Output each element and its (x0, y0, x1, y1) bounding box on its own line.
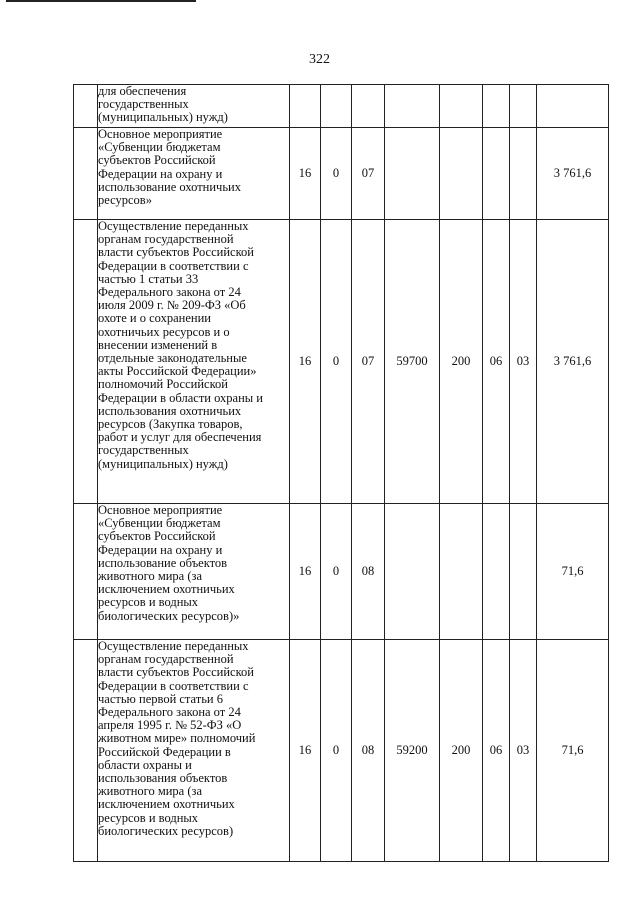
table-cell-code-2: 0 (321, 504, 352, 640)
table-cell-expense-type: 200 (440, 640, 483, 862)
table-row (74, 504, 609, 640)
table-cell-code-3: 07 (352, 220, 385, 504)
budget-table (73, 84, 609, 862)
table-cell-name: Осуществление переданных органам государственной власти субъектов Российской Федерации в соответствии с частью первой статьи 6 Федерального закона от 24 апреля 1995 г. № 52-ФЗ «О животном мире» полномочий Российской Федерации в области охраны и использования объектов животного мира (за исключением охотничьих ресурсов и водных биологических ресурсов) (98, 640, 290, 862)
table-cell-code-1: 16 (290, 128, 321, 220)
table-cell-code-1: 16 (290, 504, 321, 640)
table-cell-code-3: 08 (352, 504, 385, 640)
table-cell-subsection: 03 (510, 640, 537, 862)
table-cell-section (483, 504, 510, 640)
table-cell-code-2: 0 (321, 128, 352, 220)
table-row (74, 640, 609, 862)
table-cell-code-4 (385, 128, 440, 220)
table-cell-code-4: 59200 (385, 640, 440, 862)
table-cell-subsection (510, 85, 537, 128)
table-cell-sum: 3 761,6 (537, 220, 609, 504)
table-cell-sum: 71,6 (537, 640, 609, 862)
table-cell-code-4: 59700 (385, 220, 440, 504)
table-cell-code-3: 07 (352, 128, 385, 220)
table-cell-subsection (510, 504, 537, 640)
table-cell-index (74, 640, 98, 862)
table-cell-subsection (510, 128, 537, 220)
table-cell-code-3: 08 (352, 640, 385, 862)
table-cell-code-4 (385, 85, 440, 128)
table-cell-sum (537, 85, 609, 128)
table-cell-code-2 (321, 85, 352, 128)
table-cell-subsection: 03 (510, 220, 537, 504)
table-cell-section (483, 85, 510, 128)
page-number: 322 (309, 52, 330, 67)
table-cell-name: для обеспечения государственных (муниципальных) нужд) (98, 85, 290, 128)
table-cell-code-1: 16 (290, 220, 321, 504)
table-cell-code-1: 16 (290, 640, 321, 862)
table-cell-name: Осуществление переданных органам государственной власти субъектов Российской Федерации в соответствии с частью 1 статьи 33 Федерального закона от 24 июля 2009 г. № 209-ФЗ «Об охоте и о сохранении охотничьих ресурсов и о внесении изменений в отдельные законодательные акты Российской Федерации» полномочий Российской Федерации в области охраны и использования охотничьих ресурсов (Закупка товаров, работ и услуг для обеспечения государственных (муниципальных) нужд) (98, 220, 290, 504)
table-cell-name: Основное мероприятие «Субвенции бюджетам субъектов Российской Федерации на охрану и использование охотничьих ресурсов» (98, 128, 290, 220)
table-cell-expense-type (440, 85, 483, 128)
table-cell-section: 06 (483, 220, 510, 504)
table-row (74, 128, 609, 220)
table-cell-index (74, 85, 98, 128)
table-cell-section: 06 (483, 640, 510, 862)
table-cell-section (483, 128, 510, 220)
table-cell-code-3 (352, 85, 385, 128)
table-cell-expense-type (440, 504, 483, 640)
table-cell-code-2: 0 (321, 220, 352, 504)
table-row (74, 220, 609, 504)
table-cell-index (74, 504, 98, 640)
table-cell-expense-type: 200 (440, 220, 483, 504)
table-row (74, 85, 609, 128)
header-rule (6, 0, 196, 2)
table-cell-code-2: 0 (321, 640, 352, 862)
table-cell-sum: 3 761,6 (537, 128, 609, 220)
table-cell-code-4 (385, 504, 440, 640)
table-cell-code-1 (290, 85, 321, 128)
table-cell-sum: 71,6 (537, 504, 609, 640)
table-cell-name: Основное мероприятие «Субвенции бюджетам субъектов Российской Федерации на охрану и использование объектов животного мира (за исключением охотничьих ресурсов и водных биологических ресурсов)» (98, 504, 290, 640)
table-cell-index (74, 220, 98, 504)
table-cell-expense-type (440, 128, 483, 220)
table-cell-index (74, 128, 98, 220)
